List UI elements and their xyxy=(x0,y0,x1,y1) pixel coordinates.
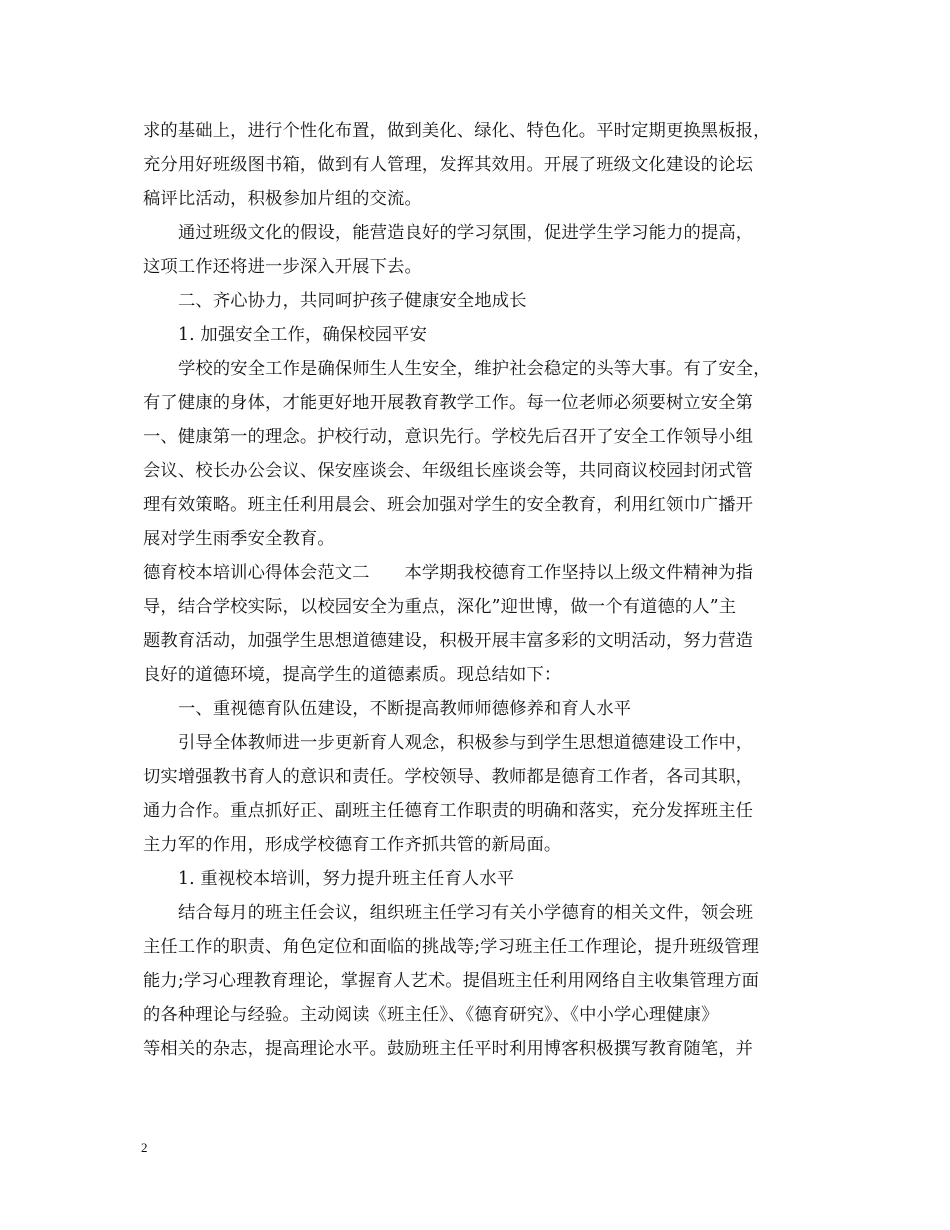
text-line: 等相关的杂志，提高理论水平。鼓励班主任平时利用博客积极撰写教育随笔，并 xyxy=(143,1039,754,1059)
text-line: 有了健康的身体，才能更好地开展教育教学工作。每一位老师必须要树立安全第 xyxy=(143,393,754,413)
article-title-line: 德育校本培训心得体会范文二 本学期我校德育工作坚持以上级文件精神为指 xyxy=(143,563,754,583)
text-line: 导，结合学校实际，以校园安全为重点，深化”迎世博，做一个有道德的人”主 xyxy=(143,597,737,617)
text-line: 这项工作还将进一步深入开展下去。 xyxy=(143,257,422,277)
text-line: 切实增强教书育人的意识和责任。学校领导、教师都是德育工作者，各司其职， xyxy=(143,767,754,787)
text-line: 能力;学习心理教育理论，掌握育人艺术。提倡班主任利用网络自主收集管理方面 xyxy=(143,971,760,991)
text-line: 通力合作。重点抓好正、副班主任德育工作职责的明确和落实，充分发挥班主任 xyxy=(143,801,754,821)
paragraph-start: 通过班级文化的假设，能营造良好的学习氛围，促进学生学习能力的提高， xyxy=(178,223,754,243)
subsection-heading: 1. 重视校本培训，努力提升班主任育人水平 xyxy=(178,869,515,889)
subsection-heading: 1. 加强安全工作，确保校园平安 xyxy=(178,325,428,345)
paragraph-start: 学校的安全工作是确保师生人生安全，维护社会稳定的头等大事。有了安全， xyxy=(178,359,771,379)
paragraph-start: 结合每月的班主任会议，组织班主任学习有关小学德育的相关文件，领会班 xyxy=(178,903,754,923)
text-line: 主力军的作用，形成学校德育工作齐抓共管的新局面。 xyxy=(143,835,562,855)
text-line: 展对学生雨季安全教育。 xyxy=(143,529,335,549)
text-line: 稿评比活动，积极参加片组的交流。 xyxy=(143,189,422,209)
section-heading: 二、齐心协力，共同呵护孩子健康安全地成长 xyxy=(178,291,527,311)
paragraph-start: 引导全体教师进一步更新育人观念，积极参与到学生思想道德建设工作中， xyxy=(178,733,754,753)
text-line: 求的基础上，进行个性化布置，做到美化、绿化、特色化。平时定期更换黑板报， xyxy=(143,121,771,141)
text-line: 会议、校长办公会议、保安座谈会、年级组长座谈会等，共同商议校园封闭式管 xyxy=(143,461,754,481)
text-line: 充分用好班级图书箱，做到有人管理，发挥其效用。开展了班级文化建设的论坛 xyxy=(143,155,754,175)
text-line: 的各种理论与经验。主动阅读《班主任》、《德育研究》、《中小学心理健康》 xyxy=(143,1005,719,1025)
body-text xyxy=(143,114,813,1066)
text-line: 题教育活动，加强学生思想道德建设，积极开展丰富多彩的文明活动，努力营造 xyxy=(143,631,754,651)
text-line: 良好的道德环境，提高学生的道德素质。现总结如下： xyxy=(143,665,562,685)
text-line: 理有效策略。班主任利用晨会、班会加强对学生的安全教育，利用红领巾广播开 xyxy=(143,495,754,515)
section-heading: 一、重视德育队伍建设，不断提高教师师德修养和育人水平 xyxy=(178,699,632,719)
text-line: 主任工作的职责、角色定位和面临的挑战等;学习班主任工作理论，提升班级管理 xyxy=(143,937,760,957)
page-number: 2 xyxy=(141,1140,148,1155)
text-line: 一、健康第一的理念。护校行动，意识先行。学校先后召开了安全工作领导小组 xyxy=(143,427,754,447)
